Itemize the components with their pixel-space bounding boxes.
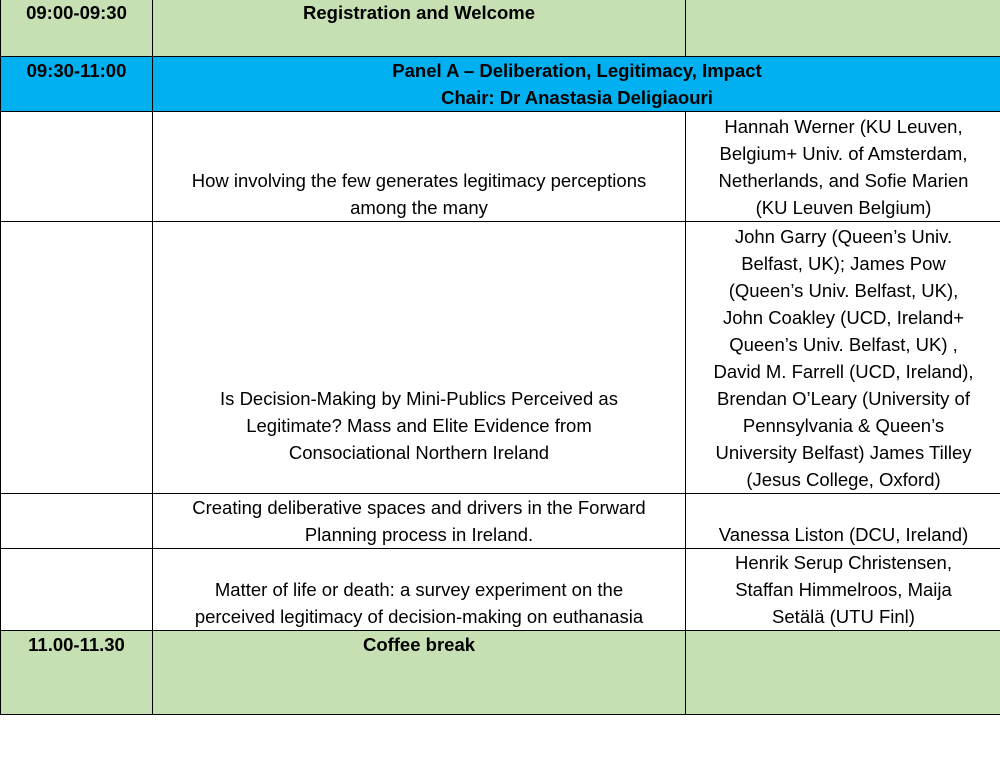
paper-title [153,112,686,222]
author-line: Netherlands, and Sofie Marien [718,170,969,191]
paper-title-line: Creating deliberative spaces and drivers in the Forward [192,497,646,518]
panel-chair: Chair: Dr Anastasia Deligiaouri [441,87,713,108]
paper-title-line: among the many [350,197,488,218]
author-line: Henrik Serup Christensen, [735,552,952,573]
author-line: University Belfast) James Tilley [715,442,972,463]
author-line: Pennsylvania & Queen’s [742,415,945,436]
registration-row [1,0,1000,57]
registration-time: 09:00-09:30 [1,0,153,57]
author-line: David M. Farrell (UCD, Ireland), [713,361,974,382]
paper-time [1,112,153,222]
paper-authors [686,494,1000,549]
paper-authors [686,222,1000,494]
author-line: Hannah Werner (KU Leuven, [724,116,963,137]
paper-title-line: Consociational Northern Ireland [288,442,550,463]
paper-authors [686,112,1000,222]
author-line: Staffan Himmelroos, Maija [735,579,952,600]
author-line: John Coakley (UCD, Ireland+ [722,307,965,328]
paper-title-line: How involving the few generates legitimacy perceptions [191,170,647,191]
author-line: Belfast, UK); James Pow [741,253,946,274]
author-line: John Garry (Queen’s Univ. [734,226,953,247]
coffee-row [1,631,1000,715]
paper-time [1,222,153,494]
paper-title-line: Matter of life or death: a survey experiment on the [214,579,624,600]
registration-title: Registration and Welcome [153,0,686,57]
coffee-time: 11.00-11.30 [1,631,153,715]
author-line: Setälä (UTU Finl) [772,606,915,627]
paper-title [153,549,686,631]
paper-row [1,222,1000,494]
paper-time [1,494,153,549]
paper-title-line: Legitimate? Mass and Elite Evidence from [246,415,592,436]
coffee-title: Coffee break [153,631,686,715]
author-line: (Queen’s Univ. Belfast, UK), [728,280,959,301]
panel-row [1,57,1000,112]
paper-title [153,494,686,549]
registration-authors [686,0,1000,57]
paper-title-line: Planning process in Ireland. [304,524,534,545]
author-line: (KU Leuven Belgium) [755,197,932,218]
author-line: Belgium+ Univ. of Amsterdam, [719,143,968,164]
paper-time [1,549,153,631]
paper-title-line: Is Decision-Making by Mini-Publics Perceived as [220,388,618,409]
paper-row [1,549,1000,631]
paper-row [1,112,1000,222]
author-line: Queen’s Univ. Belfast, UK) , [729,334,958,355]
panel-header [153,57,1000,112]
paper-row [1,494,1000,549]
author-line: Vanessa Liston (DCU, Ireland) [718,524,969,545]
paper-authors [686,549,1000,631]
coffee-authors [686,631,1000,715]
author-line: (Jesus College, Oxford) [746,469,941,490]
panel-time: 09:30-11:00 [1,57,153,112]
author-line: Brendan O’Leary (University of [717,388,970,409]
spacer [153,466,685,493]
paper-title-line: perceived legitimacy of decision-making on euthanasia [194,606,644,627]
panel-title: Panel A – Deliberation, Legitimacy, Impact [392,60,762,81]
paper-title [153,222,686,494]
